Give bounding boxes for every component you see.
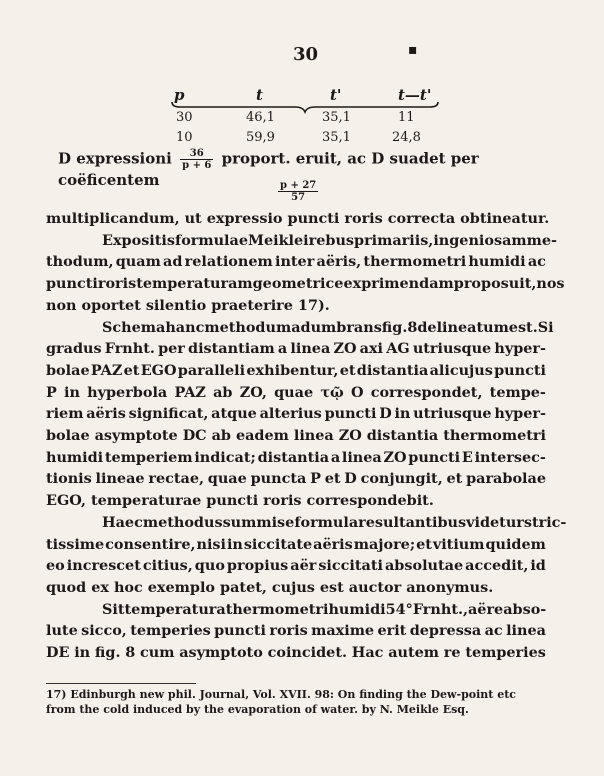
table-row: 10 59,9 35,1 24,8 xyxy=(176,130,421,145)
printer-mark: ▪ xyxy=(408,42,418,58)
fraction-1: $\frac{36}{p + 6}$ xyxy=(182,148,212,171)
text-line: puncti roris temperaturam geometrice exprimendam proposuit, nos xyxy=(46,275,565,293)
header-t: t xyxy=(256,86,263,104)
fraction-2: $\frac{p + 27}{57}$ xyxy=(280,180,317,203)
text-line: tionis lineae rectae, quae puncta P et D conjungit, et parabolae xyxy=(46,470,546,488)
footnote-rule xyxy=(46,683,196,684)
text-line: EGO, temperaturae puncti roris correspondebit. xyxy=(46,492,434,510)
header-t-prime: t' xyxy=(330,86,342,104)
text-line: gradus Frnht. per distantiam a linea ZO axi AG utriusque hyper- xyxy=(46,340,546,358)
text-line: bolae asymptote DC ab eadem linea ZO distantia thermometri xyxy=(46,427,546,445)
text-line: DE in fig. 8 cum asymptoto coincidet. Hac autem re temperies xyxy=(46,644,546,662)
text-line: thodum, quam ad relationem inter aëris, thermometri humidi ac xyxy=(46,253,546,271)
footnote-line: from the cold induced by the evaporation of water. by N. Meikle Esq. xyxy=(46,703,469,716)
text-line: Schema hanc methodum adumbrans fig. 8 delineatum est. Si xyxy=(102,318,554,336)
header-p: p xyxy=(174,86,185,104)
formula-lead: D expressioni xyxy=(58,149,172,168)
formula-tail: proport. eruit, ac D suadet per coëficentem xyxy=(58,149,479,189)
text-line: multiplicandum, ut expressio puncti roris correcta obtineatur. xyxy=(46,210,550,227)
text-line: eo increscet citius, quo propius aër siccitati absolutae accedit, id xyxy=(46,557,546,575)
footnote-line: 17) Edinburgh new phil. Journal, Vol. XVII. 98: On finding the Dew-point etc xyxy=(46,688,516,701)
footnote xyxy=(46,687,546,717)
data-table xyxy=(170,86,450,148)
table-header xyxy=(170,86,450,108)
body-text xyxy=(46,208,567,664)
text-line: riem aëris significat, atque alterius puncti D in utriusque hyper- xyxy=(46,405,546,423)
text-line: lute sicco, temperies puncti roris maxime erit depressa ac linea xyxy=(46,622,546,640)
text-line: quod ex hoc exemplo patet, cujus est auctor anonymus. xyxy=(46,578,494,596)
table-row: 30 46,1 35,1 11 xyxy=(176,110,415,125)
text-line: bolae PAZ et EGO paralleli exhibentur, et distantia alicujus puncti xyxy=(46,361,546,379)
text-line: non oportet silentio praeterire 17). xyxy=(46,296,330,314)
text-line: tissime consentire, nisi in siccitate aëris majore; et vitium quidem xyxy=(46,535,546,553)
text-line: humidi temperiem indicat; distantia a linea ZO puncti E intersec- xyxy=(46,448,546,466)
text-line: Sit temperatura thermometri humidi 54° Frnht., aëre abso- xyxy=(102,600,547,618)
text-line: P in hyperbola PAZ ab ZO, quae τῷ O correspondet, tempe- xyxy=(46,383,546,401)
text-line: Expositis formulae Meiklei rebus primariis, ingeniosam me- xyxy=(102,231,558,249)
page-number: 30 xyxy=(293,44,319,65)
header-t-minus-t-prime: t—t' xyxy=(398,86,432,104)
text-line: Haec methodus summis e formula resultantibus videtur stric- xyxy=(102,513,567,531)
